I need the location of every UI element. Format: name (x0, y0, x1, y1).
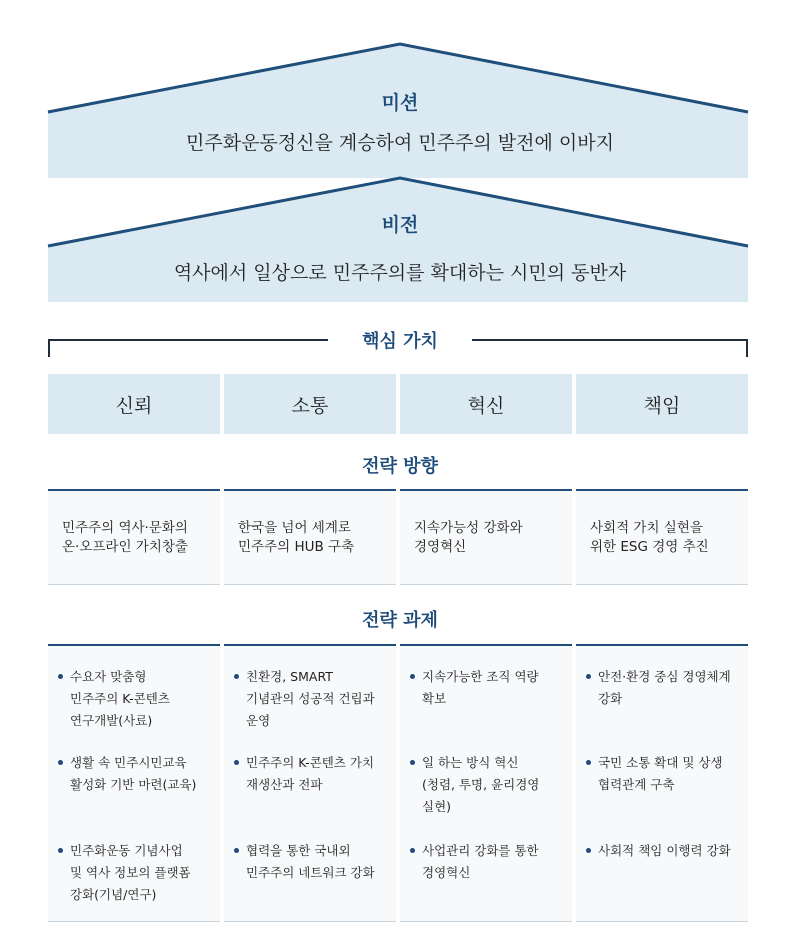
mission-text: 민주화운동정신을 계승하여 민주주의 발전에 이바지 (186, 132, 614, 154)
task-text: 생활 속 민주시민교육 활성화 기반 마련(교육) (70, 755, 197, 792)
bullet-icon (58, 760, 63, 765)
task-item (58, 840, 218, 906)
task-item (586, 666, 746, 710)
task-text: 민주주의 K-콘텐츠 가치 재생산과 전파 (246, 755, 375, 792)
bullet-icon (234, 760, 239, 765)
task-item (586, 840, 746, 862)
task-item (234, 666, 394, 732)
task-text: 지속가능한 조직 역량 확보 (422, 669, 539, 706)
bullet-icon (234, 674, 239, 679)
bullet-icon (58, 848, 63, 853)
core-value-communication: 소통 (224, 374, 396, 434)
direction-text: 민주주의 역사·문화의 온·오프라인 가치창출 (62, 520, 188, 555)
bullet-icon (234, 848, 239, 853)
task-item (410, 840, 570, 884)
core-values-title: 핵심 가치 (362, 331, 438, 352)
task-text: 민주화운동 기념사업 및 역사 정보의 플랫폼 강화(기념/연구) (70, 843, 191, 902)
bullet-icon (586, 760, 591, 765)
task-text: 일 하는 방식 혁신 (청렴, 투명, 윤리경영 실현) (422, 755, 540, 814)
direction-text: 한국을 넘어 세계로 민주주의 HUB 구축 (238, 520, 355, 555)
vision-title: 비전 (381, 214, 419, 236)
task-text: 협력을 통한 국내외 민주주의 네트워크 강화 (246, 843, 375, 880)
vision-text: 역사에서 일상으로 민주주의를 확대하는 시민의 동반자 (173, 262, 627, 284)
directions-title: 전략 방향 (362, 456, 438, 477)
bullet-icon (586, 848, 591, 853)
task-item (234, 752, 394, 796)
task-text: 수요자 맞춤형 민주주의 K-콘텐츠 연구개발(사료) (70, 669, 170, 728)
task-text: 국민 소통 확대 및 상생 협력관계 구축 (598, 755, 723, 792)
task-col (576, 644, 748, 922)
task-text: 사회적 책임 이행력 강화 (598, 843, 731, 858)
task-item (58, 666, 218, 732)
core-value-trust: 신뢰 (48, 374, 220, 434)
task-text: 사업관리 강화를 통한 경영혁신 (422, 843, 539, 880)
tasks-title: 전략 과제 (362, 610, 438, 631)
bullet-icon (58, 674, 63, 679)
direction-col (224, 489, 396, 585)
task-item (586, 752, 746, 796)
bullet-icon (410, 760, 415, 765)
task-item (234, 840, 394, 884)
bullet-icon (410, 848, 415, 853)
task-item (58, 752, 218, 796)
core-value-innovation: 혁신 (400, 374, 572, 434)
task-col (400, 644, 572, 922)
core-value-responsibility: 책임 (576, 374, 748, 434)
bullet-icon (586, 674, 591, 679)
direction-col (48, 489, 220, 585)
direction-col (576, 489, 748, 585)
task-text: 친환경, SMART 기념관의 성공적 건립과 운영 (246, 669, 375, 728)
direction-text: 지속가능성 강화와 경영혁신 (414, 520, 523, 555)
task-col (48, 644, 220, 922)
task-item (410, 752, 570, 818)
task-item (410, 666, 570, 710)
direction-text: 사회적 가치 실현을 위한 ESG 경영 추진 (590, 520, 709, 555)
bullet-icon (410, 674, 415, 679)
direction-col (400, 489, 572, 585)
task-text: 안전·환경 중심 경영체계 강화 (598, 669, 731, 706)
mission-title: 미션 (381, 92, 419, 114)
task-col (224, 644, 396, 922)
